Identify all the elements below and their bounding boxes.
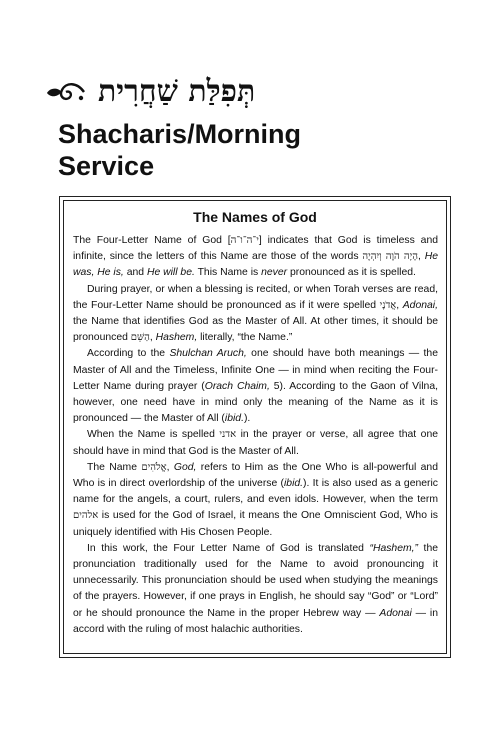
paragraph-adonai-spelling: When the Name is spelled אדני in the prayer or verse, all agree that one should have in mind that God is the Master of All.: [73, 429, 439, 457]
paragraph-shulchan-aruch: According to the Shulchan Aruch, one should have both meanings — the Master of All and the Timeless, Infinite One — in mind when reciting the Four-Letter Name during prayer (Orach Chaim, 5). According to the Gaon of Vilna, however, one need have in mind only the meaning of the Name as it is pronounced — the Master of All (ibid.).: [73, 348, 438, 425]
box-body: [73, 233, 438, 638]
page-title-line-1: Shacharis/Morning: [58, 119, 302, 149]
hebrew-heading: [44, 70, 344, 114]
paragraph-pronunciation: During prayer, or when a blessing is recited, or when Torah verses are read, the Four-Letter Name should be pronounced as if it were spelled אֲדֹנָי, Adonai, the Name that identifies God as the Master of All. At other times, it should be pronounced הַשֵּׁם, Hashem, literally, “the Name.”: [73, 283, 438, 344]
paragraph-elohim: The Name אֱלֹהִים, God, refers to Him as the One Who is all-powerful and Who is in direct overlordship of the universe (ibid.). It is also used as a generic name for the angels, a court, rulers, and even idols. However, when the term אלהים is used for the God of Israel, it means the One Omniscient God, Who is uniquely identified with His Chosen People.: [73, 461, 438, 538]
paragraph-hashem-translation: In this work, the Four Letter Name of God is translated “Hashem,” the pronunciation traditionally used for the Name to avoid pronouncing it unnecessarily. This pronunciation should be used when studying the meanings of the prayers. However, if one prays in English, he should say “God” or “Lord” or he should pronounce the Name in the proper Hebrew way — Adonai — in accord with the ruling of most halachic authorities.: [73, 542, 438, 635]
page-title: [58, 118, 458, 182]
paragraph-four-letter-name: The Four-Letter Name of God [י־ה־ו־ה] indicates that God is timeless and infinite, since the letters of this Name are those of the words הָיָה הֹוֶה וְיִהְיֶה, He was, He is, and He will be. This Name is never pronounced as it is spelled.: [73, 235, 438, 279]
fleuron-ornament-icon: [44, 77, 88, 107]
hebrew-title: תְּפִלַּת שַׁחֲרִית: [98, 74, 256, 109]
names-of-god-box: [59, 196, 451, 658]
page-title-line-2: Service: [58, 151, 155, 181]
box-title: The Names of God: [193, 209, 317, 225]
